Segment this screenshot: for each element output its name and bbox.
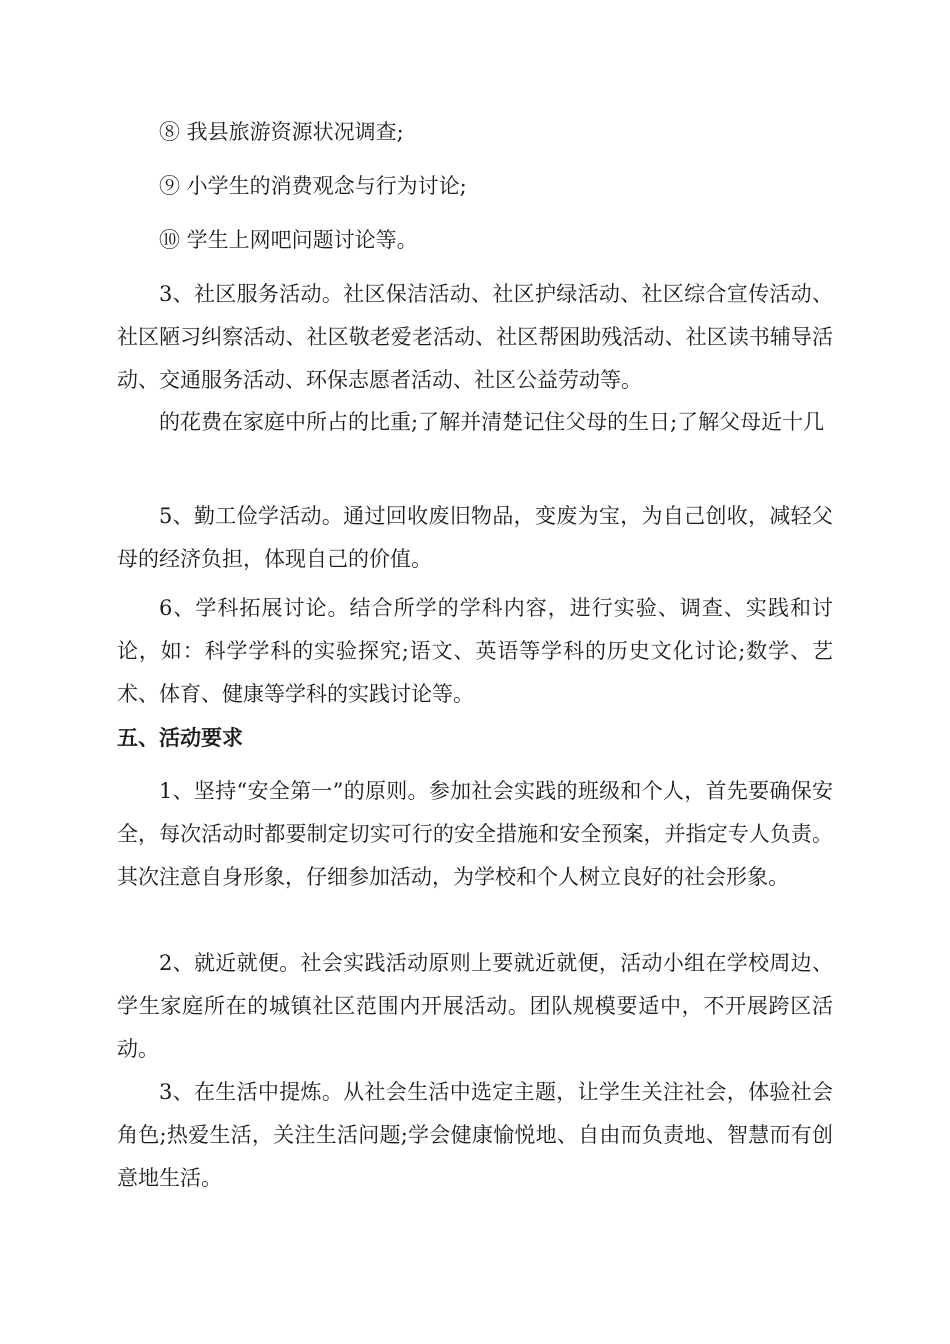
paragraph-community-service: 3、社区服务活动。社区保洁活动、社区护绿活动、社区综合宣传活动、社区陋习纠察活动、社区敬老爱老活动、社区帮困助残活动、社区读书辅导活动、交通服务活动、环保志愿者活动、社区公益劳动等。 <box>117 282 833 392</box>
requirement-life: 3、在生活中提炼。从社会生活中选定主题，让学生关注社会，体验社会角色;热爱生活，关注生活问题;学会健康愉悦地、自由而负责地、智慧而有创意地生活。 <box>117 1080 833 1190</box>
requirement-safety: 1、坚持“安全第一”的原则。参加社会实践的班级和个人，首先要确保安全，每次活动时都要制定切实可行的安全措施和安全预案，并指定专人负责。其次注意自身形象，仔细参加活动，为学校和个人树立良好的社会形象。 <box>117 779 833 889</box>
requirement-proximity: 2、就近就便。社会实践活动原则上要就近就便，活动小组在学校周边、学生家庭所在的城镇社区范围内开展活动。团队规模要适中，不开展跨区活动。 <box>117 951 833 1061</box>
list-item: ⑧ 我县旅游资源状况调查; <box>159 120 404 144</box>
list-item: ⑩ 学生上网吧问题讨论等。 <box>159 228 418 252</box>
paragraph-work-study: 5、勤工俭学活动。通过回收废旧物品，变废为宝，为自己创收，减轻父母的经济负担，体现自己的价值。 <box>117 504 833 571</box>
section-heading: 五、活动要求 <box>117 726 243 750</box>
paragraph-family-fragment: 的花费在家庭中所占的比重;了解并清楚记住父母的生日;了解父母近十几 <box>159 410 825 434</box>
list-item: ⑨ 小学生的消费观念与行为讨论; <box>159 174 467 198</box>
paragraph-subject-extension: 6、学科拓展讨论。结合所学的学科内容，进行实验、调查、实践和讨论，如：科学学科的实验探究;语文、英语等学科的历史文化讨论;数学、艺术、体育、健康等学科的实践讨论等。 <box>117 596 833 706</box>
